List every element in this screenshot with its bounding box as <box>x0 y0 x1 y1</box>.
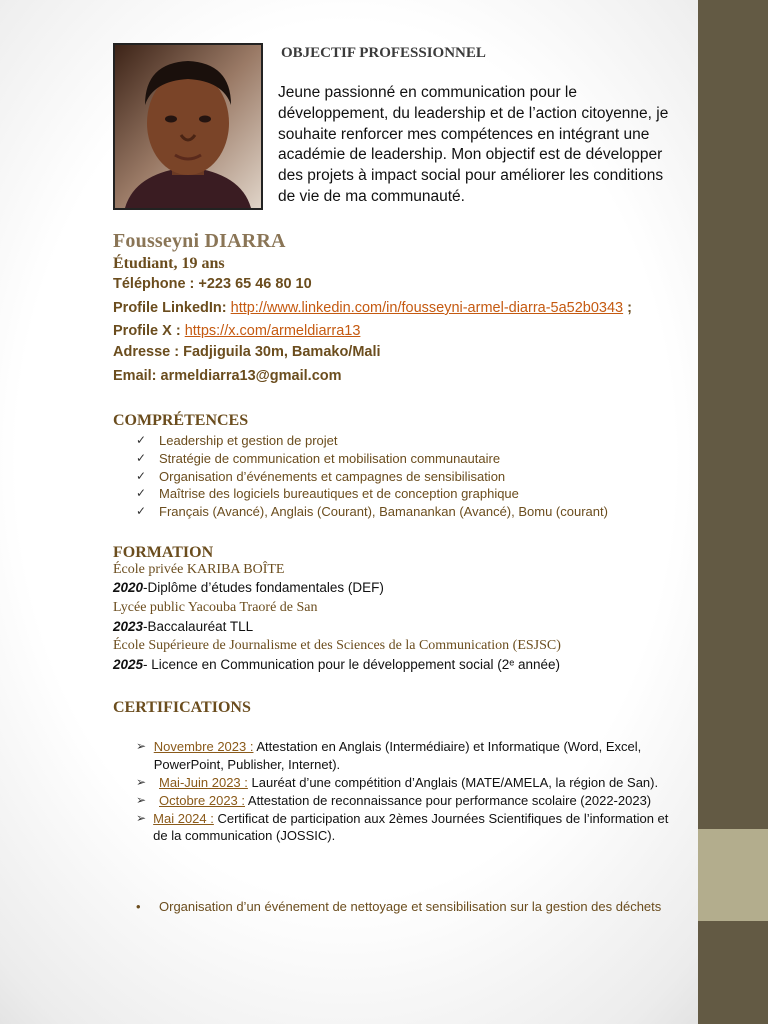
cert-text: Attestation de reconnaissance pour performance scolaire (2022-2023) <box>245 792 652 808</box>
portrait-illustration <box>115 45 261 208</box>
list-item <box>136 503 608 521</box>
check-icon: ✓ <box>136 450 147 465</box>
candidate-subtitle: Étudiant, 19 ans <box>113 255 225 272</box>
cert-date: Mai 2024 : <box>153 810 214 826</box>
list-item <box>136 792 676 810</box>
arrow-bullet-icon: ➢ <box>136 792 147 807</box>
education-degree: -Baccalauréat TLL <box>143 619 254 634</box>
school-name: Lycée public Yacouba Traoré de San <box>113 600 318 615</box>
cert-text: Lauréat d’une compétition d’Anglais (MATE/AMELA, la région de San). <box>247 774 659 790</box>
linkedin-link[interactable]: http://www.linkedin.com/in/fousseyni-armel-diarra-5a52b0343 <box>230 300 624 316</box>
skill-text: Leadership et gestion de projet <box>159 433 338 448</box>
x-profile-link[interactable]: https://x.com/armeldiarra13 <box>184 323 361 339</box>
list-item <box>136 432 608 450</box>
skill-text: Organisation d’événements et campagnes de sensibilisation <box>159 468 506 484</box>
education-degree: -Diplôme d’études fondamentales (DEF) <box>143 580 384 595</box>
school-name: École privée KARIBA BOÎTE <box>113 562 285 577</box>
list-item <box>136 485 608 503</box>
certifications-title: CERTIFICATIONS <box>113 699 251 716</box>
education-year: 2023 <box>113 619 144 634</box>
profile-photo <box>113 43 263 210</box>
sidebar-accent-block <box>698 829 768 921</box>
address-line: Adresse : Fadjiguila 30m, Bamako/Mali <box>113 344 381 360</box>
x-label: ; Profile X : <box>113 300 632 339</box>
cert-text: Attestation en Anglais (Intermédiaire) et Informatique (Word, Excel, PowerPoint, Publisher, Internet). <box>153 739 642 772</box>
check-icon: ✓ <box>136 486 147 501</box>
extra-activity-text: Organisation d’un événement de nettoyage et sensibilisation sur la gestion des déchets <box>159 899 662 914</box>
education-year: 2020 <box>113 580 144 595</box>
education-detail <box>113 580 384 595</box>
cert-date: Novembre 2023 : <box>153 739 254 754</box>
linkedin-label: Profile LinkedIn: <box>113 300 231 316</box>
arrow-bullet-icon: ➢ <box>136 739 147 753</box>
check-icon: ✓ <box>136 433 147 447</box>
education-year: 2025 <box>113 657 144 672</box>
list-item <box>136 450 608 468</box>
skill-text: Français (Avancé), Anglais (Courant), Bamanankan (Avancé), Bomu (courant) <box>159 504 608 520</box>
phone-line: Téléphone : +223 65 46 80 10 <box>113 276 312 292</box>
list-item <box>136 810 676 845</box>
skill-text: Maîtrise des logiciels bureautiques et de conception graphique <box>159 486 519 502</box>
social-links <box>113 297 673 343</box>
certifications-list <box>136 738 676 846</box>
cert-text: Certificat de participation aux 2èmes Journées Scientifiques de l’information et de la communication (JOSSIC). <box>153 810 669 844</box>
extra-activity <box>136 898 676 916</box>
bullet-icon: • <box>136 899 141 914</box>
list-item <box>136 774 676 792</box>
list-item <box>136 738 676 773</box>
school-name: École Supérieure de Journalisme et des Sciences de la Communication (ESJSC) <box>113 638 561 653</box>
list-item <box>136 468 608 486</box>
check-icon: ✓ <box>136 468 147 483</box>
check-icon: ✓ <box>136 504 147 519</box>
objective-title: OBJECTIF PROFESSIONNEL <box>281 45 486 61</box>
education-detail <box>113 619 253 634</box>
education-degree: - Licence en Communication pour le développement social (2ᵉ année) <box>143 657 561 672</box>
education-title: FORMATION <box>113 544 214 561</box>
arrow-bullet-icon: ➢ <box>136 774 147 789</box>
cert-date: Mai-Juin 2023 : <box>159 774 248 790</box>
skills-title: COMPRÉTENCES <box>113 412 249 429</box>
objective-text: Jeune passionné en communication pour le développement, du leadership et de l’action citoyenne, je souhaite renforcer mes compétences en intégrant une académie de leadership. Mon objectif est de développer des projets à impact social pour améliorer les conditions de vie de ma communauté. <box>278 84 669 205</box>
email-line: Email: armeldiarra13@gmail.com <box>113 368 342 384</box>
education-detail <box>113 657 560 672</box>
candidate-name: Fousseyni DIARRA <box>113 230 286 252</box>
arrow-bullet-icon: ➢ <box>136 810 147 825</box>
skill-text: Stratégie de communication et mobilisation communautaire <box>159 450 501 466</box>
skills-list <box>136 432 608 521</box>
cert-date: Octobre 2023 : <box>159 792 245 808</box>
